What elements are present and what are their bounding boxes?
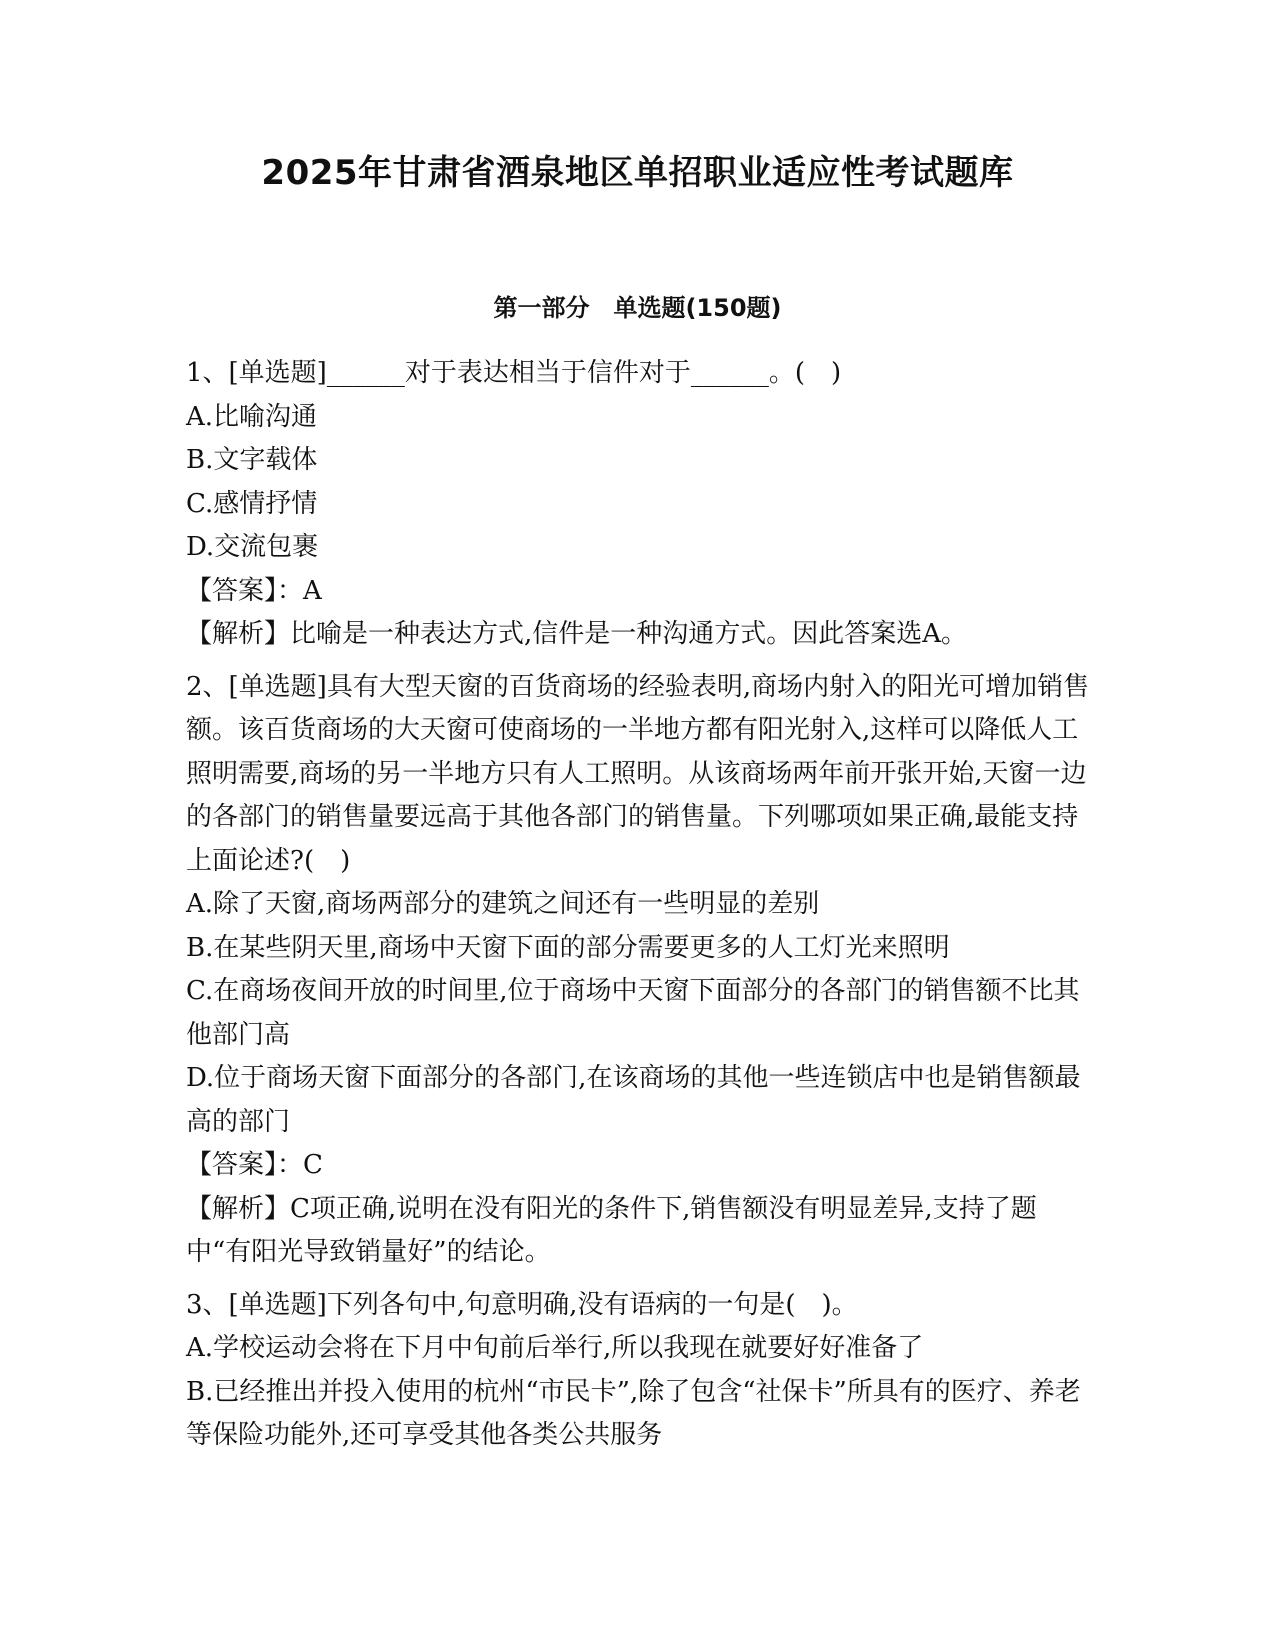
option-b: B.已经推出并投入使用的杭州“市民卡”,除了包含“社保卡”所具有的医疗、养老等保险功能外,还可享受其他各类公共服务	[186, 1376, 1081, 1450]
question-1	[186, 352, 1091, 657]
answer-line: 【答案】：C	[186, 1150, 323, 1180]
option-a: A.除了天窗,商场两部分的建筑之间还有一些明显的差别	[186, 889, 820, 919]
answer-line: 【答案】：A	[186, 575, 322, 606]
option-c: C.感情抒情	[186, 488, 318, 519]
analysis-line: 【解析】C项正确,说明在没有阳光的条件下,销售额没有明显差异,支持了题中“有阳光导致销量好”的结论。	[186, 1193, 1037, 1267]
question-3	[186, 1284, 1091, 1458]
question-stem: 2、[单选题]具有大型天窗的百货商场的经验表明,商场内射入的阳光可增加销售额。该百货商场的大天窗可使商场的一半地方都有阳光射入,这样可以降低人工照明需要,商场的另一半地方只有人工照明。从该商场两年前开张开始,天窗一边的各部门的销售量要远高于其他各部门的销售量。下列哪项如果正确,最能支持上面论述?( )	[186, 671, 1090, 876]
section-title: 第一部分 单选题(150题)	[493, 294, 782, 322]
option-d: D.位于商场天窗下面部分的各部门,在该商场的其他一些连锁店中也是销售额最高的部门	[186, 1063, 1081, 1137]
document-title: 2025年甘肃省酒泉地区单招职业适应性考试题库	[261, 153, 1014, 193]
option-a: A.比喻沟通	[186, 401, 318, 432]
question-stem: 3、[单选题]下列各句中,句意明确,没有语病的一句是( )。	[186, 1289, 858, 1320]
option-d: D.交流包裹	[186, 532, 319, 562]
question-stem: 1、[单选题]______对于表达相当于信件对于______。( )	[186, 358, 842, 388]
question-list	[186, 352, 1091, 1467]
option-c: C.在商场夜间开放的时间里,位于商场中天窗下面部分的各部门的销售额不比其他部门高	[186, 976, 1080, 1050]
option-a: A.学校运动会将在下月中旬前后举行,所以我现在就要好好准备了	[186, 1333, 924, 1363]
question-2	[186, 666, 1091, 1275]
option-b: B.文字载体	[186, 445, 318, 475]
analysis-line: 【解析】比喻是一种表达方式,信件是一种沟通方式。因此答案选A。	[186, 619, 968, 649]
option-b: B.在某些阴天里,商场中天窗下面的部分需要更多的人工灯光来照明	[186, 932, 950, 963]
